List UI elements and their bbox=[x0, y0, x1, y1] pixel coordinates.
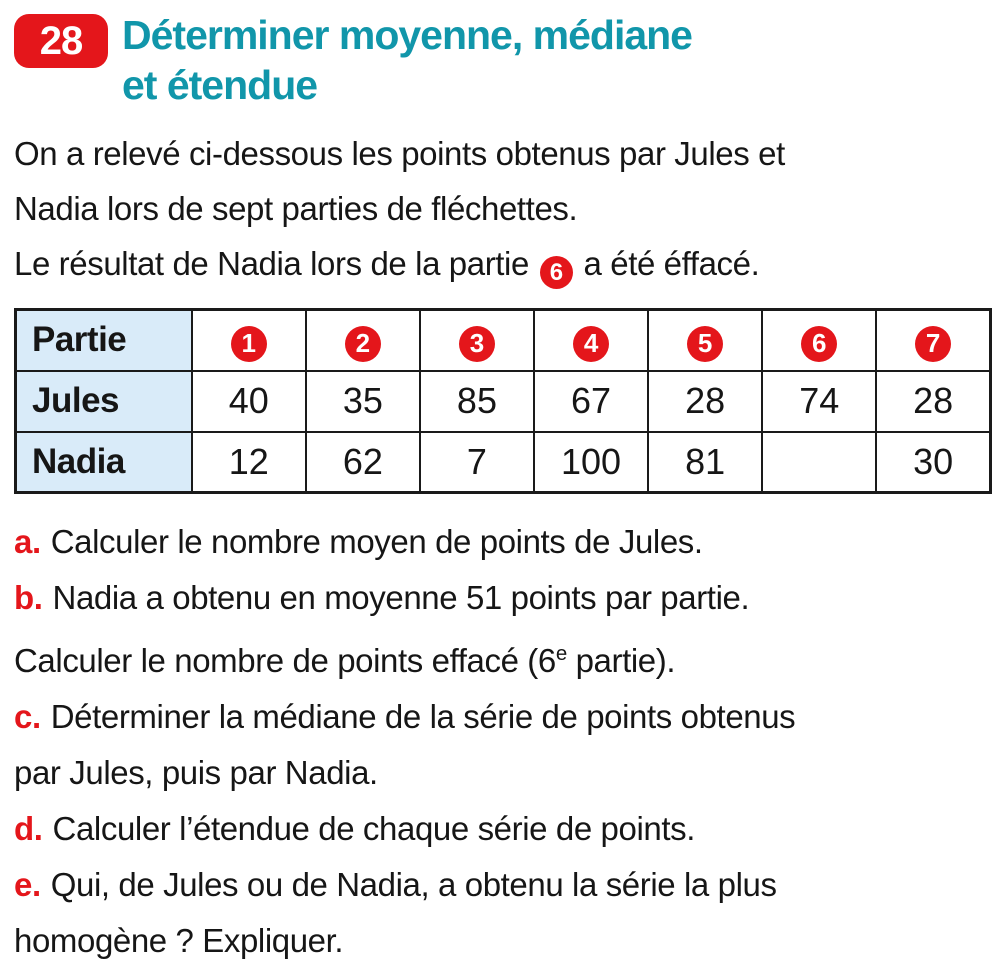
nadia-score-4: 100 bbox=[534, 432, 648, 493]
question-e-text2: homogène ? Expliquer. bbox=[14, 922, 344, 960]
question-b-text1: Nadia a obtenu en moyenne 51 points par partie. bbox=[52, 579, 750, 617]
jules-score-1: 40 bbox=[192, 371, 306, 432]
exercise-title-line1: Déterminer moyenne, médiane bbox=[122, 12, 692, 58]
intro-line3-post: a été éffacé. bbox=[583, 245, 760, 283]
game-2-header bbox=[306, 310, 420, 371]
exercise-header bbox=[14, 10, 988, 110]
game-4-number: 4 bbox=[583, 328, 599, 359]
circled-number-5-icon bbox=[687, 326, 723, 362]
scores-table bbox=[14, 308, 992, 494]
nadia-score-5: 81 bbox=[648, 432, 762, 493]
jules-score-4: 67 bbox=[534, 371, 648, 432]
question-b-text2-post: partie). bbox=[566, 642, 676, 680]
question-b-text2-pre: Calculer le nombre de points effacé (6 bbox=[14, 642, 556, 680]
table-row-partie bbox=[16, 310, 991, 371]
circled-number-4-icon bbox=[573, 326, 609, 362]
question-e-text1: Qui, de Jules ou de Nadia, a obtenu la série la plus bbox=[50, 866, 777, 904]
game-5-header bbox=[648, 310, 762, 371]
question-b-label: b. bbox=[14, 579, 43, 617]
nadia-score-2: 62 bbox=[306, 432, 420, 493]
jules-score-6: 74 bbox=[762, 371, 876, 432]
intro-line-1: On a relevé ci-dessous les points obtenus par Jules et bbox=[14, 135, 785, 173]
game-1-number: 1 bbox=[241, 328, 256, 359]
game-6-number: 6 bbox=[812, 328, 827, 359]
nadia-score-6-empty bbox=[762, 432, 876, 493]
nadia-row-label: Nadia bbox=[16, 432, 192, 493]
circled-number-6-text: 6 bbox=[549, 259, 563, 287]
nadia-score-1: 12 bbox=[192, 432, 306, 493]
circled-number-6-table-icon bbox=[801, 326, 837, 362]
nadia-score-3: 7 bbox=[420, 432, 534, 493]
exercise-title-line2: et étendue bbox=[122, 62, 318, 109]
jules-score-2: 35 bbox=[306, 371, 420, 432]
intro-line3-pre: Le résultat de Nadia lors de la partie bbox=[14, 245, 529, 283]
question-d-text: Calculer l’étendue de chaque série de points. bbox=[52, 810, 695, 848]
question-c-text2: par Jules, puis par Nadia. bbox=[14, 754, 378, 792]
exercise-number-badge bbox=[14, 14, 108, 68]
circled-number-2-icon bbox=[345, 326, 381, 362]
question-a-text: Calculer le nombre moyen de points de Jules. bbox=[50, 523, 703, 561]
question-e-label: e. bbox=[14, 866, 41, 904]
question-e-line1 bbox=[14, 857, 988, 913]
game-6-header bbox=[762, 310, 876, 371]
circled-number-3-icon bbox=[459, 326, 495, 362]
exercise-number: 28 bbox=[39, 18, 83, 63]
question-c-text1: Déterminer la médiane de la série de points obtenus bbox=[50, 698, 796, 736]
jules-score-3: 85 bbox=[420, 371, 534, 432]
question-c-line2 bbox=[14, 745, 988, 801]
table-row-nadia bbox=[16, 432, 991, 493]
question-b-line1 bbox=[14, 570, 988, 626]
table-corner-label: Partie bbox=[16, 310, 192, 371]
question-d-label: d. bbox=[14, 810, 43, 848]
game-3-number: 3 bbox=[469, 328, 485, 359]
circled-number-7-icon bbox=[915, 326, 951, 362]
question-e-line2 bbox=[14, 913, 988, 969]
questions-list bbox=[14, 514, 988, 969]
question-a-label: a. bbox=[14, 523, 41, 561]
table-row-jules bbox=[16, 371, 991, 432]
intro-paragraph bbox=[14, 126, 988, 291]
nadia-score-7: 30 bbox=[876, 432, 990, 493]
question-c-line1 bbox=[14, 689, 988, 745]
intro-line-2: Nadia lors de sept parties de fléchettes. bbox=[14, 190, 578, 228]
game-4-header bbox=[534, 310, 648, 371]
question-d bbox=[14, 801, 988, 857]
game-5-number: 5 bbox=[697, 328, 713, 359]
intro-line-3 bbox=[14, 236, 988, 291]
jules-score-5: 28 bbox=[648, 371, 762, 432]
question-b-superscript: e bbox=[555, 642, 567, 666]
circled-number-6-icon bbox=[540, 256, 573, 289]
game-3-header bbox=[420, 310, 534, 371]
jules-row-label: Jules bbox=[16, 371, 192, 432]
exercise-title bbox=[122, 10, 692, 110]
question-c-label: c. bbox=[14, 698, 41, 736]
game-7-number: 7 bbox=[925, 328, 941, 359]
jules-score-7: 28 bbox=[876, 371, 990, 432]
question-a bbox=[14, 514, 988, 570]
game-7-header bbox=[876, 310, 990, 371]
game-2-number: 2 bbox=[355, 328, 371, 359]
game-1-header bbox=[192, 310, 306, 371]
question-b-line2 bbox=[14, 626, 988, 689]
circled-number-1-icon bbox=[231, 326, 267, 362]
